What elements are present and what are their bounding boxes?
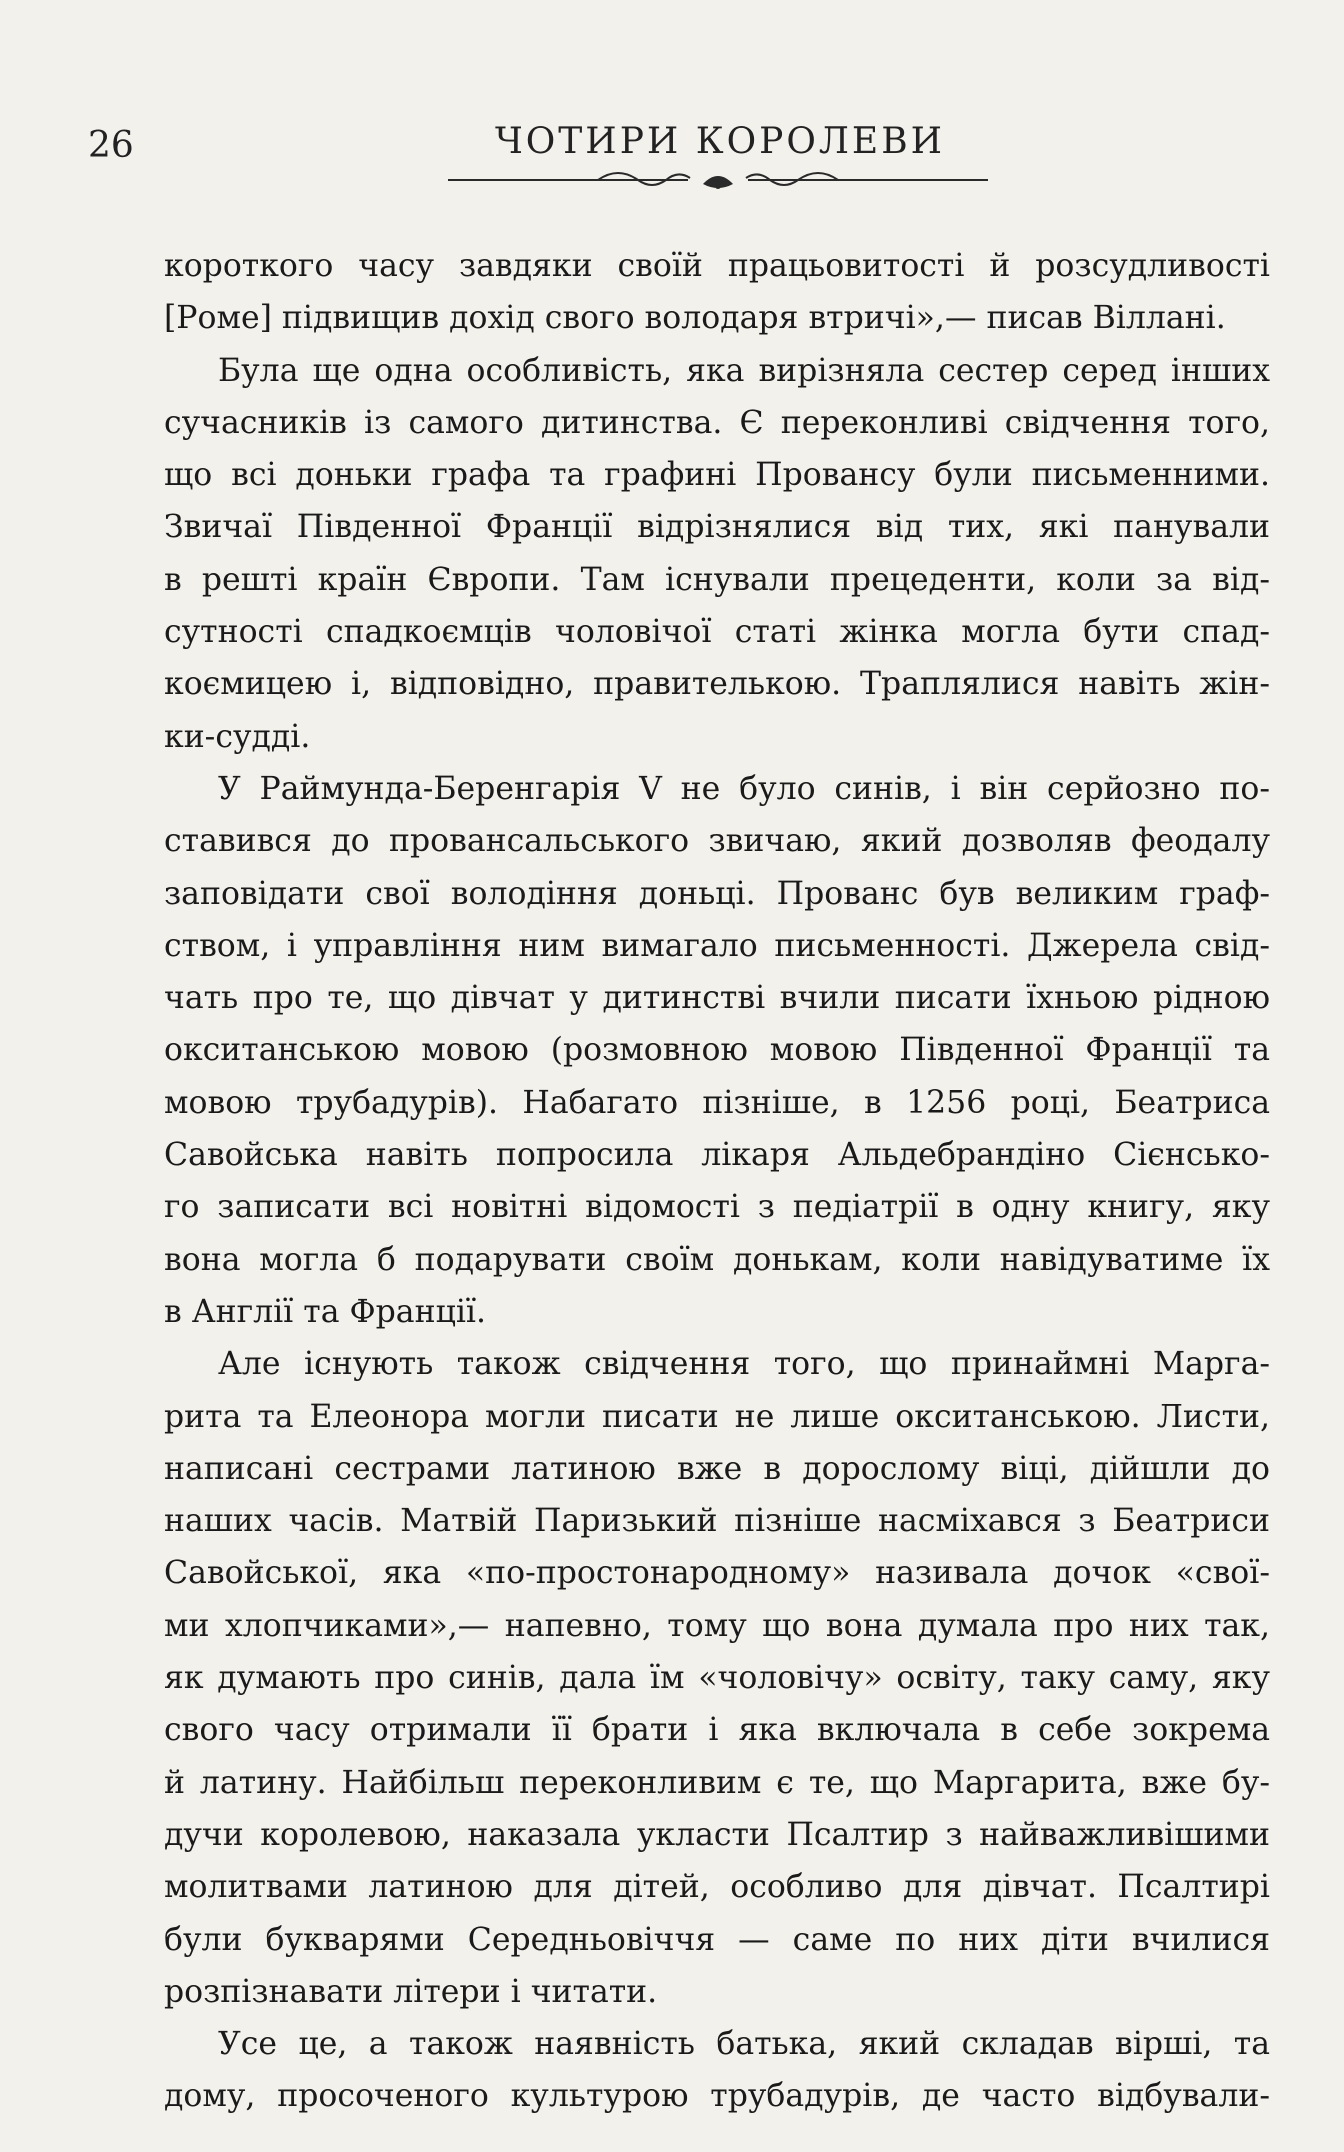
- text-line: написані сестрами латиною вже в дорослому віці, дійшли до: [164, 1450, 1270, 1487]
- text-line: Савойська навіть попросила лікаря Альдебрандіно Сієнсько-: [164, 1137, 1270, 1174]
- text-line: вона могла б подарувати своїм донькам, коли навідуватиме їх: [164, 1241, 1270, 1278]
- text-line: що всі доньки графа та графині Провансу були письменними.: [164, 457, 1270, 494]
- text-line: Звичаї Південної Франції відрізнялися від тих, які панували: [164, 509, 1270, 546]
- text-line: Була ще одна особливість, яка вирізняла сестер серед інших: [218, 352, 1270, 389]
- text-line: як думають про синів, дала їм «чоловічу» освіту, таку саму, яку: [164, 1660, 1270, 1697]
- text-line: ки-судді.: [164, 718, 311, 755]
- text-line: У Раймунда-Беренгарія V не було синів, і він серйозно по-: [218, 770, 1270, 807]
- text-line: [Роме] підвищив дохід свого володаря втричі»,— писав Віллані.: [164, 300, 1226, 337]
- paragraph: [164, 1338, 1270, 2018]
- text-line: Савойської, яка «по-простонародному» називала дочок «свої-: [164, 1555, 1270, 1592]
- text-line: в решті країн Європи. Там існували прецеденти, коли за від-: [164, 561, 1270, 598]
- text-line: розпізнавати літери і читати.: [164, 1973, 658, 2010]
- text-line: окситанською мовою (розмовною мовою Південної Франції та: [164, 1032, 1270, 1069]
- paragraph: [164, 345, 1270, 763]
- text-line: рита та Елеонора могли писати не лише окситанською. Листи,: [164, 1398, 1270, 1435]
- text-line: заповідати свої володіння доньці. Прованс був великим граф-: [164, 875, 1270, 912]
- text-line: молитвами латиною для дітей, особливо для дівчат. Псалтирі: [164, 1869, 1270, 1906]
- text-line: чать про те, що дівчат у дитинстві вчили писати їхньою рідною: [164, 980, 1270, 1017]
- body-text: [164, 240, 1270, 2123]
- text-line: короткого часу завдяки своїй працьовитості й розсудливості: [164, 248, 1270, 284]
- text-line: дучи королевою, наказала укласти Псалтир з найважливішими: [164, 1816, 1270, 1853]
- text-line: сутності спадкоємців чоловічої статі жінка могла бути спад-: [164, 614, 1270, 651]
- page-number: 26: [88, 125, 134, 166]
- text-line: Але існують також свідчення того, що принаймні Марга-: [218, 1346, 1270, 1383]
- text-line: дому, просоченого культурою трубадурів, де часто відбували-: [164, 2078, 1270, 2115]
- text-line: свого часу отримали її брати і яка включала в себе зокрема: [164, 1712, 1270, 1749]
- paragraph: [164, 2018, 1270, 2123]
- text-line: наших часів. Матвій Паризький пізніше насміхався з Беатриси: [164, 1503, 1270, 1540]
- running-title: ЧОТИРИ КОРОЛЕВИ: [494, 121, 946, 162]
- text-line: мовою трубадурів). Набагато пізніше, в 1256 році, Беатриса: [164, 1084, 1270, 1121]
- text-line: ством, і управління ним вимагало письменності. Джерела свід-: [164, 927, 1270, 964]
- text-line: в Англії та Франції.: [164, 1293, 486, 1330]
- text-line: й латину. Найбільш переконливим є те, що Маргарита, вже бу-: [164, 1764, 1270, 1801]
- text-line: Усе це, а також наявність батька, який складав вірші, та: [218, 2026, 1270, 2063]
- text-line: коємицею і, відповідно, правителькою. Траплялися навіть жін-: [164, 666, 1270, 703]
- header-ornament: [448, 168, 988, 194]
- text-line: ми хлопчиками»,— напевно, тому що вона думала про них так,: [164, 1607, 1270, 1644]
- text-line: були букварями Середньовіччя — саме по них діти вчилися: [164, 1921, 1270, 1958]
- text-line: го записати всі новітні відомості з педіатрії в одну книгу, яку: [164, 1189, 1270, 1226]
- paragraph: [164, 240, 1270, 345]
- paragraph: [164, 763, 1270, 1338]
- text-line: ставився до провансальського звичаю, який дозволяв феодалу: [164, 823, 1270, 860]
- text-line: сучасників із самого дитинства. Є переконливі свідчення того,: [164, 404, 1270, 441]
